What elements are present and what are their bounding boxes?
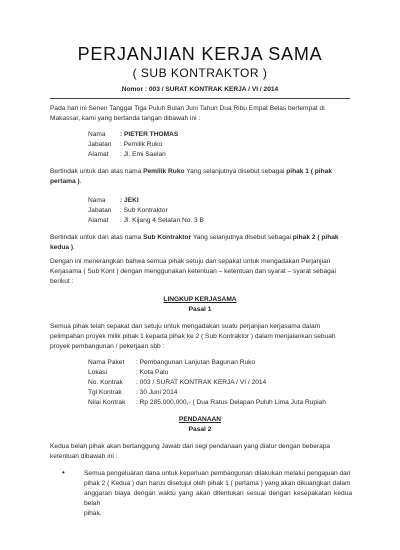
section2-heading: PENDANAAN (178, 416, 222, 423)
section1-heading: LINGKUP KERJASAMA (163, 296, 237, 303)
project-contract-date-value: : 30 Juni 2014 (136, 389, 178, 396)
intro-line: Pada hari ini Senen Tanggal Tiga Puluh Bulan Juni Tahun Dua Ribu Empat Belas bertempat di (50, 105, 325, 112)
section1-line: proyek pembangunan / pekerjaan sbb : (50, 343, 165, 350)
project-location-label: Lokasi (88, 369, 108, 376)
document-number: Nomor : 003 / SURAT KONTRAK KERJA / VI / 2014 (121, 86, 279, 93)
party1-statement-text: . (79, 178, 82, 185)
party1-position-label: Jabatan (88, 141, 112, 148)
party2-name-value: : JEKI (120, 197, 139, 204)
project-package-label: Nama Paket (88, 359, 125, 366)
party2-designation: pihak 2 ( pihak (292, 234, 339, 241)
project-contract-number-label: No. Kontrak (88, 379, 123, 386)
party1-designation: pertama ) (50, 178, 80, 185)
party2-name-label: Nama (88, 197, 106, 204)
document-subtitle: ( SUB KONTRAKTOR ) (132, 66, 268, 80)
bullet-line: anggaran biaya dengan waktu yang akan ditentukan sesuai dengan kesepakatan kedua belah (84, 490, 352, 507)
party2-statement-text: Bertindak untuk dan atas nama (50, 234, 144, 241)
section2-paragraph (50, 442, 352, 462)
party2-statement-text: Yang selanjutnya disebut sebagai (191, 234, 293, 241)
party2-designation: kedua ) (50, 244, 74, 251)
section2-article: Pasal 2 (188, 426, 212, 433)
party2-position-label: Jabatan (88, 207, 112, 214)
agreement-paragraph (50, 257, 352, 287)
intro-paragraph (50, 104, 352, 124)
header-divider (50, 98, 350, 99)
project-package-value: : Pembangunan Lanjutan Bagunan Ruko (136, 359, 256, 366)
party1-statement-text: Yang selanjutnya disebut sebagai (184, 168, 287, 175)
party2-position-value: : Sub Kontraktor (120, 207, 168, 214)
party1-name-label: Nama (88, 131, 106, 138)
party2-address-value: : Jl. Kijang 4 Selatan No. 3 B (120, 217, 204, 224)
project-contract-value-value: : Rp 285.000.000,- ( Dua Ratus Delapan Puluh Lima Juta Rupiah (136, 399, 326, 406)
bullet-dot: • (62, 468, 65, 477)
agreement-line: Kerjasama ( Sub Kont ) dengan menggunakan ketentuan – ketentuan dan syarat – syarat sebagai (50, 268, 336, 275)
party2-details (88, 196, 348, 226)
party2-statement (50, 233, 352, 253)
project-contract-number-value: : 003 / SURAT KONTRAK KERJA / VI / 2014 (136, 379, 267, 386)
party1-address-value: : Jl. Emi Saelan (120, 151, 166, 158)
project-location-value: : Kota Palu (136, 369, 169, 376)
document-title: PERJANJIAN KERJA SAMA (77, 44, 323, 64)
bullet-line: pihak 2 ( Kedua ) dan harus disetujui oleh pihak 1 ( pertama ) yang akan dikuangkan dalam (84, 480, 351, 487)
project-contract-value-label: Nilai Kontrak (88, 399, 126, 406)
section2-line: Kedua belah pihak akan bertanggung Jawab dari segi pendanaan yang diatur dengan beberapa (50, 443, 331, 450)
party1-role: Pemilik Ruko (143, 168, 185, 175)
section1-line: Semua pihak telah sepakat dan setuju untuk mengadakan suatu perjanjian kerjasama dalam (50, 323, 321, 330)
party2-address-label: Alamat (88, 217, 109, 224)
party1-designation: pihak 1 ( pihak (286, 168, 333, 175)
project-contract-date-label: Tgl Kontrak (88, 389, 122, 396)
party2-role: Sub Kontraktor (143, 234, 192, 241)
party1-name-value: : PIETER THOMAS (120, 131, 179, 138)
agreement-line: Dengan ini menerangkan bahwa semua pihak setuju dan sepakat untuk mengadakan Perjanjian (50, 258, 331, 265)
section1-line: pelimpahan proyek milik pihak 1 kepada pihak ke 2 ( Sub Kontraktor ) dalam menjalankan sebuah (50, 333, 336, 340)
party1-address-label: Alamat (88, 151, 109, 158)
intro-line: Makassar, kami yang bertanda tangan dibawah ini : (50, 115, 201, 122)
party2-statement-text: . (73, 244, 75, 251)
project-details (88, 358, 358, 408)
party1-statement-text: Bertindak untuk dan atas nama (50, 168, 144, 175)
bullet-line: pihak. (84, 510, 102, 517)
agreement-line: berikut : (50, 278, 74, 285)
section1-article: Pasal 1 (188, 306, 212, 313)
party1-details (88, 130, 348, 160)
bullet-line: Semua pengeluaran dana untuk keperluan pembangunan dilakukan melalui pengajuan dari (84, 470, 351, 477)
section1-paragraph (50, 322, 352, 352)
party1-position-value: : Pemilik Ruko (120, 141, 163, 148)
section2-line: ketentuan dibawah ini : (50, 453, 118, 460)
bullet-item (84, 469, 352, 519)
party1-statement (50, 167, 352, 187)
